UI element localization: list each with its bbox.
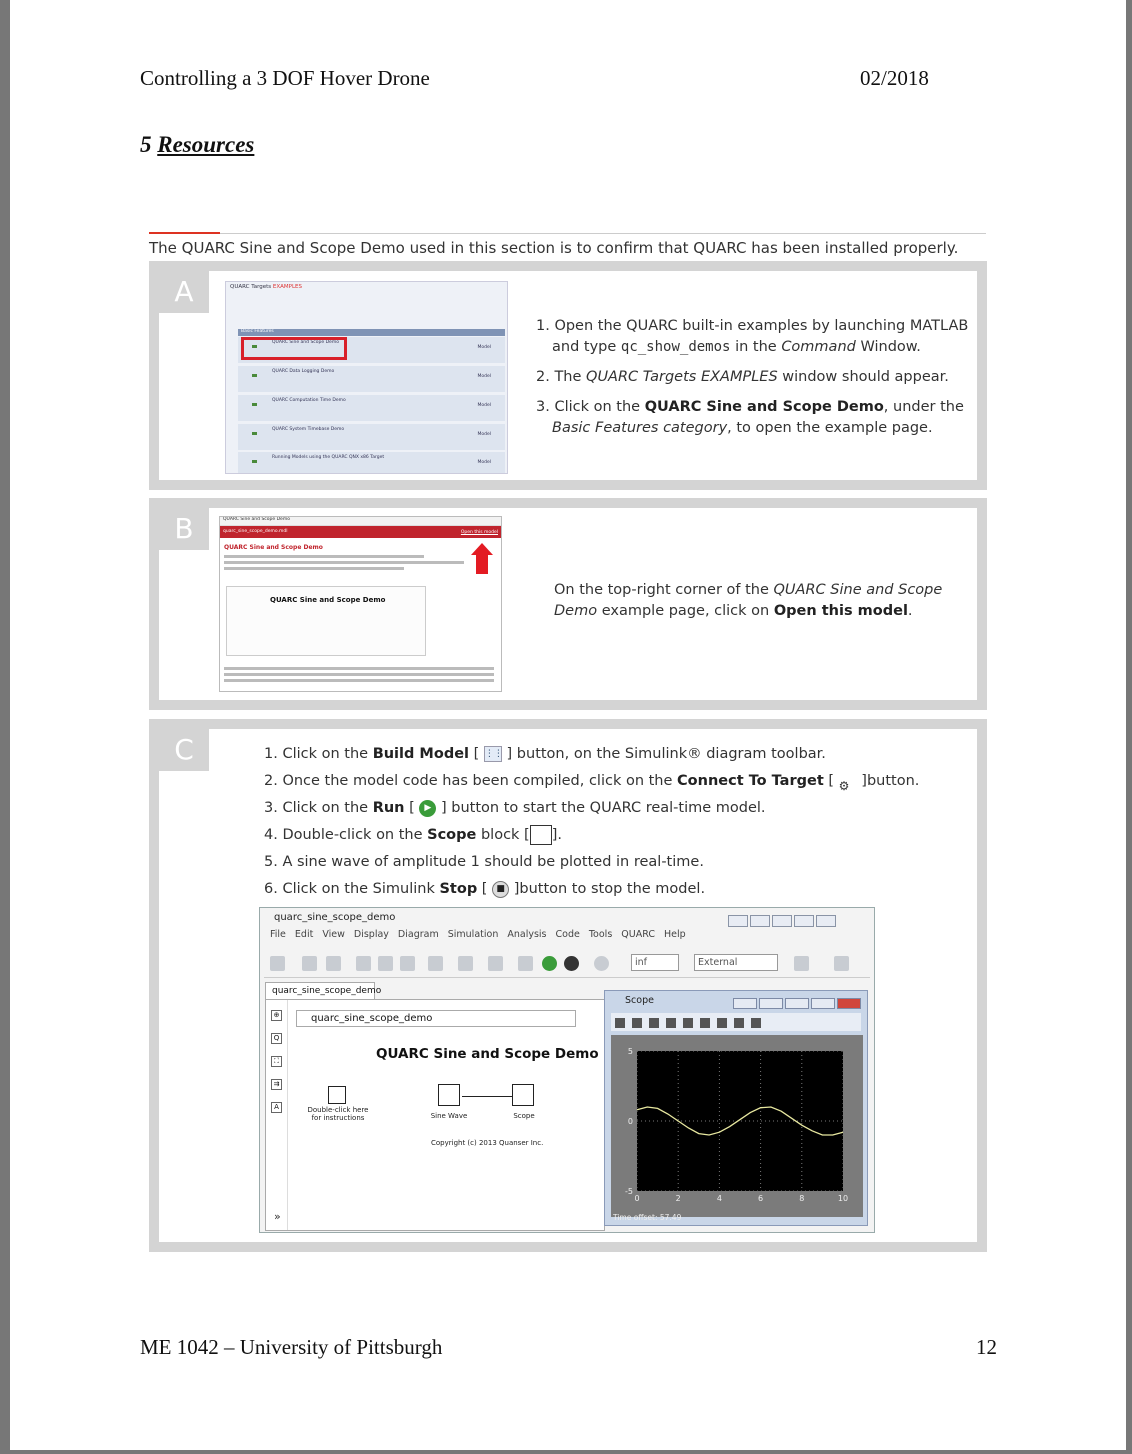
model-canvas	[265, 999, 605, 1231]
scope-label: Scope	[513, 1112, 535, 1120]
sine-wave-block[interactable]	[438, 1084, 460, 1106]
scope-toolbar	[611, 1013, 861, 1031]
scope-window-buttons	[731, 994, 861, 1013]
intro-text: The QUARC Sine and Scope Demo used in this section is to confirm that QUARC has been installed properly.	[149, 239, 959, 257]
y-tick-label: 5	[627, 1047, 633, 1056]
divider-rule	[220, 233, 986, 234]
stop-icon: ■	[492, 881, 509, 898]
scope-plot-area	[611, 1035, 863, 1217]
document-page	[10, 0, 1126, 1450]
x-tick-label: 0	[634, 1194, 640, 1203]
header-date: 02/2018	[860, 66, 929, 90]
window-buttons	[726, 912, 866, 926]
x-tick-label: 4	[716, 1194, 722, 1203]
section-title: Resources	[157, 132, 255, 157]
panel-letter-b: B	[159, 508, 209, 550]
menu-bar: File Edit View Display Diagram Simulation Analysis Code Tools QUARC Help	[270, 929, 686, 940]
x-tick-label: 2	[675, 1194, 681, 1203]
scope-block-icon	[530, 825, 552, 845]
panel-a	[149, 261, 987, 490]
panel-c	[149, 719, 987, 1252]
panel-a-steps: 1. Open the QUARC built-in examples by launching MATLAB and type qc_show_demos in the Command Window. 2. The QUARC Targets EXAMPLES window should appear. 3. Click on the QUARC Sine and Scope Demo, under the Basic Features category, to open the example page.	[536, 318, 969, 436]
shot-b-banner: quarc_sine_scope_demo.mdl Open this model	[220, 526, 501, 538]
footer-page-number: 12	[976, 1335, 997, 1359]
info-block-label: Double-click here for instructions	[307, 1106, 369, 1122]
run-icon: ▶	[419, 800, 436, 817]
footer-course: ME 1042 – University of Pittsburgh	[140, 1335, 443, 1359]
scope-plot	[611, 1035, 863, 1217]
y-tick-label: 0	[627, 1117, 633, 1126]
y-tick-label: -5	[625, 1187, 633, 1196]
time-offset: Time offset: 57.49	[613, 1213, 682, 1222]
command-code: qc_show_demos	[620, 339, 731, 355]
header-title: Controlling a 3 DOF Hover Drone	[140, 66, 430, 90]
shot-b-diagram-title: QUARC Sine and Scope Demo	[270, 596, 386, 604]
chevron-icon[interactable]: »	[274, 1210, 281, 1223]
scope-block[interactable]	[512, 1084, 534, 1106]
red-arrow-stem	[476, 555, 488, 574]
panel-letter-c: C	[159, 729, 209, 771]
scope-window	[604, 990, 868, 1226]
panel-b	[149, 498, 987, 710]
accent-rule	[149, 232, 220, 234]
panel-letter-a: A	[159, 271, 209, 313]
list-item: QUARC Data Logging Demo Model	[238, 366, 505, 392]
shot-b-page-title: QUARC Sine and Scope Demo	[224, 544, 323, 551]
list-item: Running Models using the QUARC QNX x86 Target Model	[238, 452, 505, 474]
list-item: QUARC System Timebase Demo Model	[238, 424, 505, 450]
canvas-tools: ⊕ Q ⛶ ⇉ A	[266, 1000, 288, 1230]
window-title: quarc_sine_scope_demo	[274, 912, 396, 923]
red-arrow-icon	[471, 543, 493, 555]
sine-wave-label: Sine Wave	[430, 1112, 468, 1120]
highlight-box	[241, 337, 347, 360]
panel-b-text: On the top-right corner of the QUARC Sine and Scope Demo example page, click on Open this model.	[554, 582, 943, 619]
section-number: 5	[140, 132, 152, 157]
connect-target-icon: ⚙	[838, 779, 850, 793]
signal-line	[462, 1096, 512, 1097]
copyright: Copyright (c) 2013 Quanser Inc.	[431, 1139, 544, 1147]
shot-b-tab: QUARC Sine and Scope Demo	[220, 517, 501, 526]
info-block[interactable]	[328, 1086, 346, 1104]
stop-time-input[interactable]: inf	[631, 954, 679, 971]
section-heading	[140, 132, 254, 158]
x-tick-label: 8	[799, 1194, 805, 1203]
panel-c-steps: 1. Click on the Build Model [ ⋮⋮ ] button, on the Simulink® diagram toolbar. 2. Once the model code has been compiled, click on the Connect To Target [ ⚙ ]button. 3. Click on the Run [ ▶ ] button to start the QUARC real-time model. 4. Double-click on the Scope block [ ]. 5. A sine wave of amplitude 1 should be plotted in real-time. 6. Click on the Simulink Stop [ ■ ]button to stop the model.	[264, 746, 920, 897]
plot-background	[637, 1051, 843, 1191]
shot-a-title: QUARC Targets EXAMPLES	[230, 284, 302, 290]
model-tab[interactable]: quarc_sine_scope_demo	[265, 982, 375, 999]
address-bar: quarc_sine_scope_demo	[296, 1010, 576, 1027]
mode-select[interactable]: External	[694, 954, 778, 971]
list-item: QUARC Computation Time Demo Model	[238, 395, 505, 421]
example-page-screenshot	[219, 516, 502, 692]
shot-a-section-bar: Basic Features	[238, 329, 505, 336]
simulink-toolbar	[264, 946, 870, 978]
x-tick-label: 10	[837, 1194, 849, 1203]
build-model-icon: ⋮⋮	[484, 746, 502, 762]
model-title: QUARC Sine and Scope Demo	[376, 1046, 599, 1062]
simulink-window-screenshot	[259, 907, 875, 1233]
scope-title: Scope	[625, 995, 654, 1006]
x-tick-label: 6	[758, 1194, 764, 1203]
list-item: QUARC Sine and Scope Demo Model	[238, 337, 505, 363]
quarc-examples-screenshot	[225, 281, 508, 474]
